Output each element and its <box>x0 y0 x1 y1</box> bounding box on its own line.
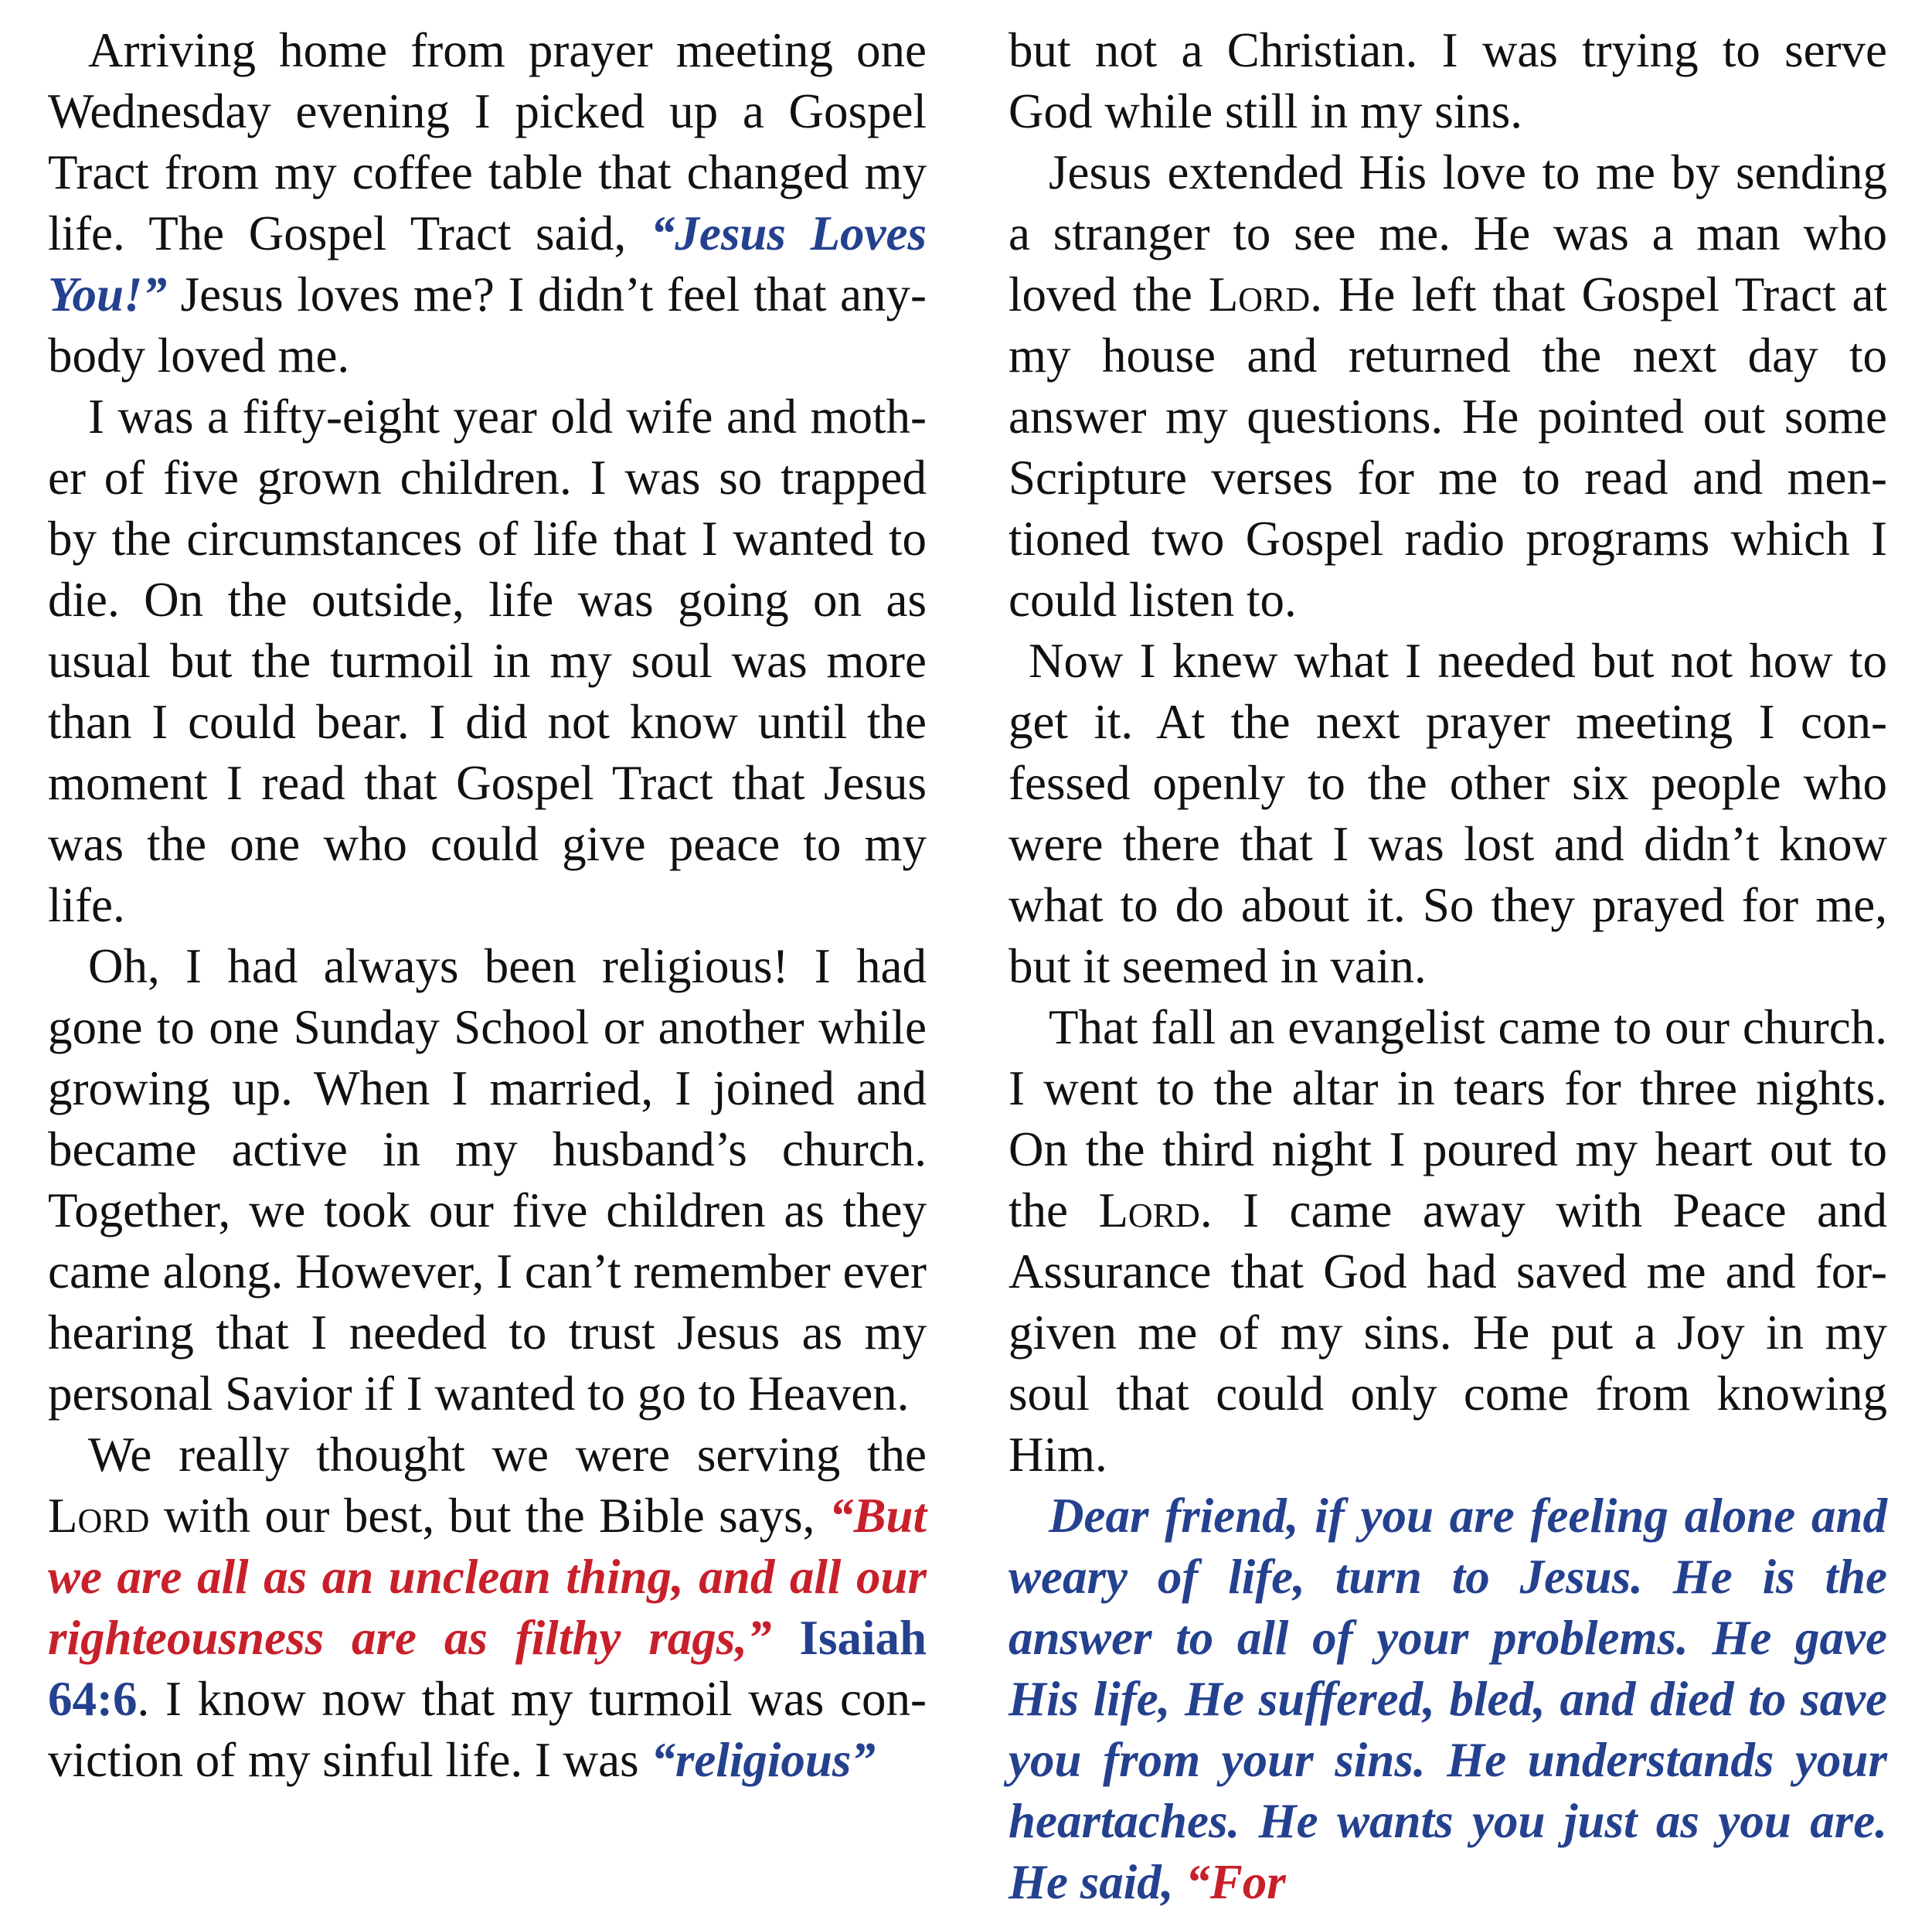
right-column <box>1009 20 1887 1913</box>
paragraph-arriving-home <box>48 20 927 386</box>
scripture-reference: Isaiah 64:6 <box>48 1611 927 1726</box>
paragraph-text: Jesus extended His love to me by sending a stranger to see me. He was a man who loved the <box>1009 145 1887 322</box>
paragraph-text: with our best, but the Bible says, <box>149 1489 829 1543</box>
paragraph-text: That fall an evangelist came to our church. I went to the altar in tears for three nights. On the third night I poured my heart out to the <box>1009 1000 1887 1237</box>
bible-verse-quote: “But we are all as an unclean thing, and all our righteousness are as filthy rags,” <box>48 1489 927 1665</box>
paragraph-text: Jesus loves me? I didn’t feel that any-body loved me. <box>48 267 927 383</box>
jesus-loves-you-quote: “Jesus Loves You!” <box>48 206 927 322</box>
paragraph-evangelist <box>1009 997 1887 1486</box>
lord-small-caps: Lord <box>48 1489 150 1543</box>
closing-appeal-text: Dear friend, if you are feeling alone and weary of life, turn to Jesus. He is the answer to all of your problems. He gave His life, He suffered, bled, and died to save you from your sins. He understands your heartaches. He wants you just as you are. He said, <box>1009 1489 1887 1909</box>
paragraph-serving-lord <box>48 1425 927 1791</box>
paragraph-religious: Oh, I had always been religious! I had gone to one Sunday School or another while growing up. When I married, I joined and became active in my husband’s church. Together, we took our five children as they came along. However, I can’t remember ever hearing that I needed to trust Jesus as my personal Savior if I wanted to go to Heaven. <box>48 939 927 1421</box>
paragraph-text: We really thought we were serving the <box>88 1428 927 1482</box>
paragraph-stranger <box>1009 142 1887 631</box>
paragraph-continued: but not a Christian. I was trying to serve God while still in my sins. <box>1009 23 1887 138</box>
lord-small-caps: Lord <box>1208 267 1311 322</box>
paragraph-prayer-meeting: Now I knew what I needed but not how to get it. At the next prayer meeting I con-fessed openly to the other six people who were there that I was lost and didn’t know what to do about it. So they prayed for me, but it seemed in vain. <box>1009 634 1887 993</box>
lord-small-caps: Lord <box>1098 1183 1200 1237</box>
paragraph-text: Arriving home from prayer meeting one Wednesday evening I picked up a Gospel Tract from my coffee table that changed my life. The Gospel Tract said, <box>48 23 927 260</box>
paragraph-text: . I know now that my turmoil was con-viction of my sinful life. I was <box>48 1672 927 1787</box>
religious-quote: “religious” <box>651 1733 876 1787</box>
paragraph-text: . I came away with Peace and Assurance that God had saved me and for-given me of my sins. He put a Joy in my soul that could only come from knowing Him. <box>1009 1183 1887 1482</box>
for-quote-start: “For <box>1185 1855 1286 1909</box>
paragraph-text: . He left that Gospel Tract at my house and returned the next day to answer my questions. He pointed out some Scripture verses for me to read and men-tioned two Gospel radio programs which I could listen to. <box>1009 267 1887 627</box>
paragraph-dear-friend <box>1009 1486 1887 1913</box>
left-column <box>48 20 927 1791</box>
paragraph-fifty-eight: I was a fifty-eight year old wife and moth-er of five grown children. I was so trapped by the circumstances of life that I wanted to die. On the outside, life was going on as usual but the turmoil in my soul was more than I could bear. I did not know until the moment I read that Gospel Tract that Jesus was the one who could give peace to my life. <box>48 390 927 932</box>
